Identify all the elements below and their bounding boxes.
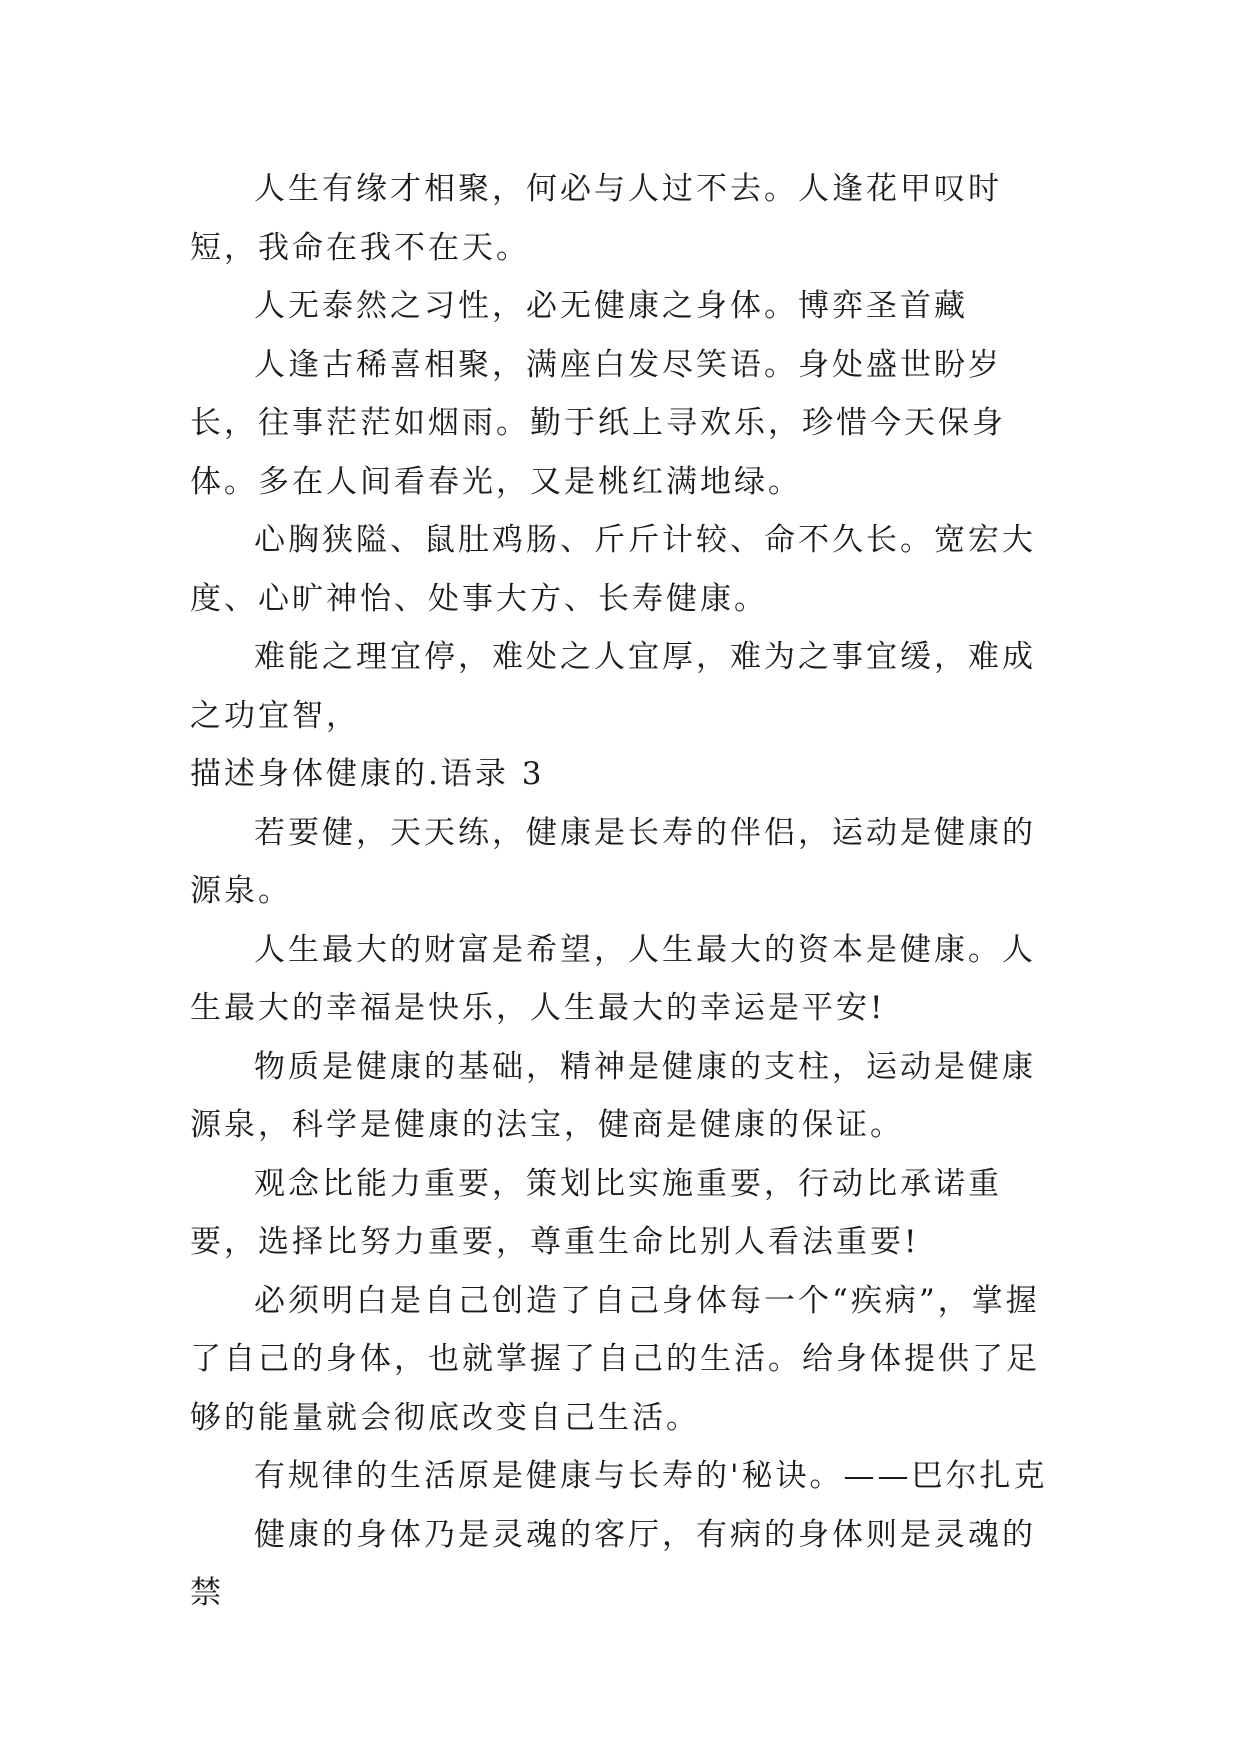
paragraph: 人生有缘才相聚，何必与人过不去。人逢花甲叹时短，我命在我不在天。	[190, 171, 1002, 266]
paragraph: 心胸狭隘、鼠肚鸡肠、斤斤计较、命不久长。宽宏大度、心旷神怡、处事大方、长寿健康。	[190, 522, 1036, 617]
section-heading: 描述身体健康的.语录 3	[190, 756, 545, 792]
paragraph: 人无泰然之习性，必无健康之身体。博弈圣首藏	[254, 288, 968, 324]
paragraph: 健康的身体乃是灵魂的客厅，有病的身体则是灵魂的禁	[190, 1516, 1036, 1611]
paragraph: 人生最大的财富是希望，人生最大的资本是健康。人生最大的幸福是快乐，人生最大的幸运是平安!	[190, 931, 1036, 1026]
paragraph: 若要健，天天练，健康是长寿的伴侣，运动是健康的源泉。	[190, 814, 1036, 909]
document-body	[190, 160, 1050, 1623]
paragraph: 难能之理宜停，难处之人宜厚，难为之事宜缓，难成之功宜智，	[190, 639, 1036, 734]
paragraph: 有规律的生活原是健康与长寿的'秘诀。——巴尔扎克	[254, 1458, 1048, 1494]
paragraph: 物质是健康的基础，精神是健康的支柱，运动是健康源泉，科学是健康的法宝，健商是健康的保证。	[190, 1048, 1036, 1143]
paragraph: 必须明白是自己创造了自己身体每一个“疾病”，掌握了自己的身体，也就掌握了自己的生活。给身体提供了足够的能量就会彻底改变自己生活。	[190, 1282, 1040, 1436]
paragraph: 人逢古稀喜相聚，满座白发尽笑语。身处盛世盼岁长，往事茫茫如烟雨。勤于纸上寻欢乐，珍惜今天保身体。多在人间看春光，又是桃红满地绿。	[190, 346, 1006, 500]
paragraph: 观念比能力重要，策划比实施重要，行动比承诺重要，选择比努力重要，尊重生命比别人看法重要!	[190, 1165, 1002, 1260]
